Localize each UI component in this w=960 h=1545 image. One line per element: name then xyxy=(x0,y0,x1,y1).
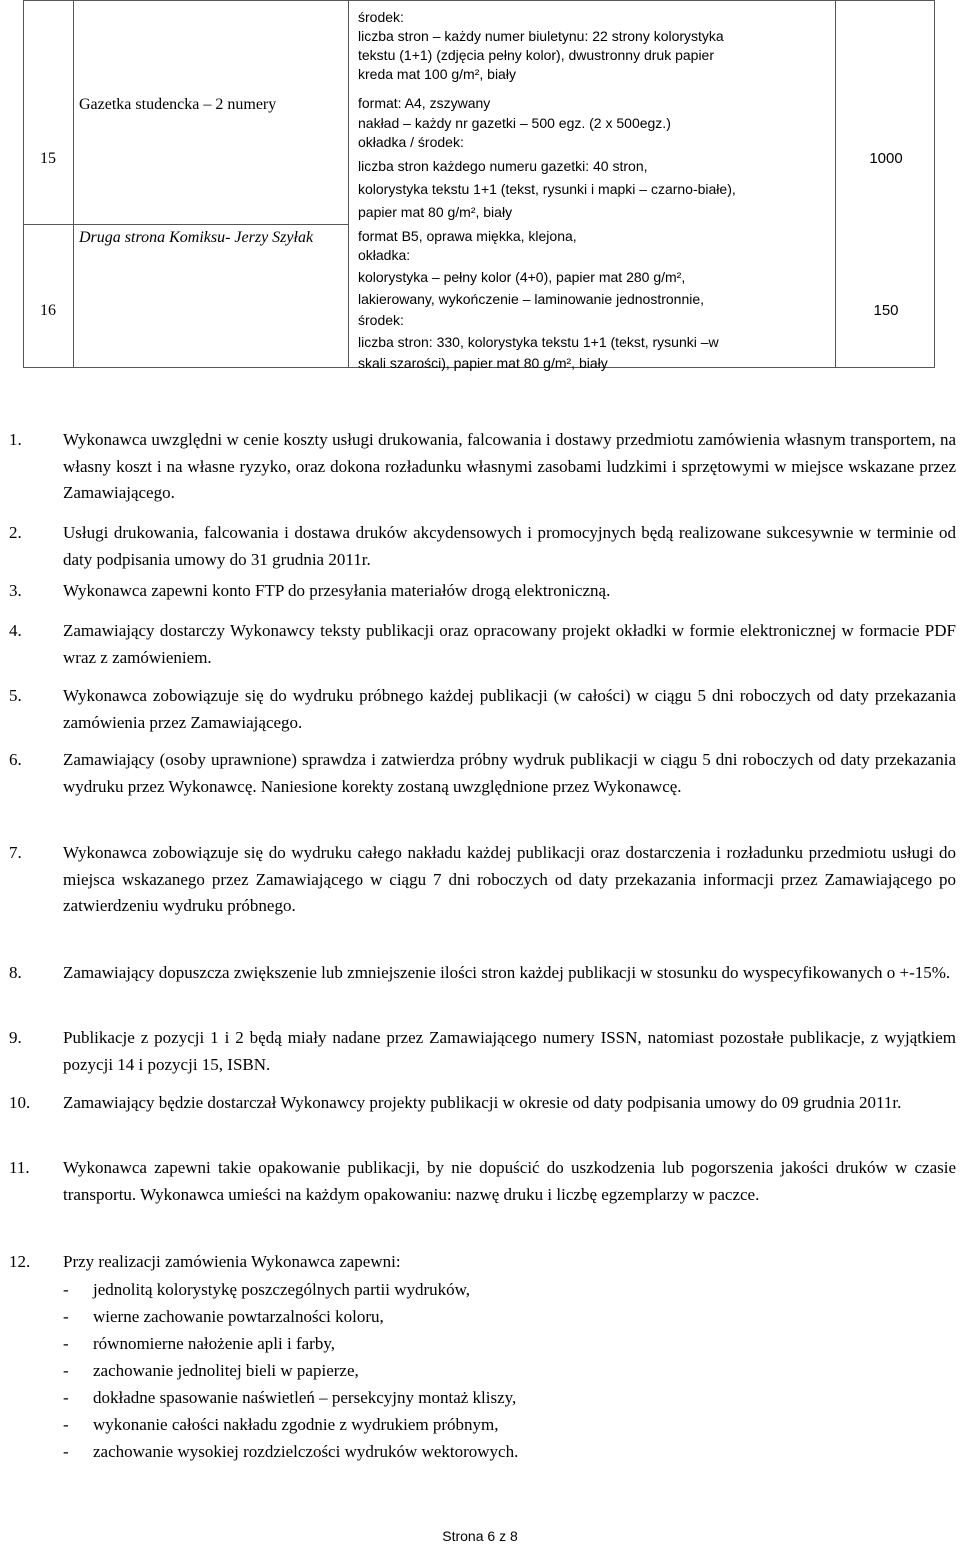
description-line: liczba stron: 330, kolorystyka tekstu 1+1 (tekst, rysunki –w xyxy=(358,334,719,350)
item-text: Zamawiający dostarczy Wykonawcy teksty publikacji oraz opracowany projekt okładki w formie elektronicznej w formacie PDF wraz z zamówieniem. xyxy=(63,621,956,667)
item-text: Wykonawca zapewni konto FTP do przesyłania materiałów drogą elektroniczną. xyxy=(63,581,611,600)
item-number: 3. xyxy=(9,581,22,600)
item-text: Przy realizacji zamówienia Wykonawca zapewni: xyxy=(63,1252,401,1271)
description-line: środek: xyxy=(358,312,404,328)
item-number: 6. xyxy=(9,750,22,769)
item-number: 4. xyxy=(9,621,22,640)
bullet-marker: - xyxy=(63,1442,69,1461)
bullet-text: jednolitą kolorystykę poszczególnych partii wydruków, xyxy=(93,1280,471,1299)
item-number: 9. xyxy=(9,1028,22,1047)
description-line: skali szarości), papier mat 80 g/m², biały xyxy=(358,355,608,371)
page-footer: Strona 6 z 8 xyxy=(442,1528,518,1544)
item-text: Wykonawca zapewni takie opakowanie publikacji, by nie dopuścić do uszkodzenia lub pogorszenia jakości druków w czasie transportu. Wykonawca umieści na każdym opakowaniu: nazwę druku i liczbę egzemplarzy w paczce. xyxy=(63,1158,956,1204)
description-line: format: A4, zszywany xyxy=(358,95,491,111)
row-number: 15 xyxy=(40,150,56,167)
description-line: tekstu (1+1) (zdjęcia pełny kolor), dwustronny druk papier xyxy=(358,47,715,63)
specification-table xyxy=(23,0,935,371)
description-line: liczba stron – każdy numer biuletynu: 22 strony kolorystyka xyxy=(358,28,724,44)
item-text: Wykonawca uwzględni w cenie koszty usługi drukowania, falcowania i dostawy przedmiotu zamówienia własnym transportem, na własny koszt i na własne ryzyko, oraz dokona rozładunku własnymi zasobami ludzkimi i sprzętowymi w miejsce wskazane przez Zamawiającego. xyxy=(63,430,956,502)
description-line: liczba stron każdego numeru gazetki: 40 stron, xyxy=(358,158,648,174)
item-text: Wykonawca zobowiązuje się do wydruku całego nakładu każdej publikacji oraz dostarczenia i rozładunku przedmiotu usługi do miejsca wskazanego przez Zamawiającego w ciągu 7 dni roboczych od daty przekazania informacji przez Zamawiającego po zatwierdzeniu wydruku próbnego. xyxy=(63,843,956,915)
description-line: okładka / środek: xyxy=(358,134,464,150)
column-divider xyxy=(73,0,74,368)
bullet-text: zachowanie wysokiej rozdzielczości wydruków wektorowych. xyxy=(93,1442,519,1461)
description-line: kolorystyka – pełny kolor (4+0), papier mat 280 g/m², xyxy=(358,269,686,285)
item-text: Publikacje z pozycji 1 i 2 będą miały nadane przez Zamawiającego numery ISSN, natomiast pozostałe publikacje, z wyjątkiem pozycji 14 i pozycji 15, ISBN. xyxy=(63,1028,956,1074)
bullet-text: zachowanie jednolitej bieli w papierze, xyxy=(93,1361,359,1380)
description-line: papier mat 80 g/m², biały xyxy=(358,204,513,220)
table-border-top xyxy=(23,0,935,1)
description-line: okładka: xyxy=(358,247,411,263)
bullet-marker: - xyxy=(63,1415,69,1434)
item-number: 2. xyxy=(9,523,22,542)
description-line: nakład – każdy nr gazetki – 500 egz. (2 x 500egz.) xyxy=(358,115,671,131)
item-text: Zamawiający (osoby uprawnione) sprawdza i zatwierdza próbny wydruk publikacji w ciągu 5 dni roboczych od daty przekazania wydruku przez Wykonawcę. Naniesione korekty zostaną uwzględnione przez Wykonawcę. xyxy=(63,750,956,796)
bullet-marker: - xyxy=(63,1280,69,1299)
item-number: 5. xyxy=(9,686,22,705)
row-divider xyxy=(23,224,348,225)
bullet-marker: - xyxy=(63,1307,69,1326)
column-divider xyxy=(348,0,349,368)
item-text: Zamawiający dopuszcza zwiększenie lub zmniejszenie ilości stron każdej publikacji w stosunku do wyspecyfikowanych o +-15%. xyxy=(63,963,951,982)
bullet-text: wykonanie całości nakładu zgodnie z wydrukiem próbnym, xyxy=(93,1415,499,1434)
table-border-right xyxy=(934,0,935,368)
item-number: 8. xyxy=(9,963,22,982)
item-number: 1. xyxy=(9,430,22,449)
item-number: 12. xyxy=(9,1252,31,1271)
column-divider xyxy=(835,0,836,368)
bullet-text: wierne zachowanie powtarzalności koloru, xyxy=(93,1307,384,1326)
quantity: 1000 xyxy=(869,150,903,167)
item-text: Usługi drukowania, falcowania i dostawa druków akcydensowych i promocyjnych będą realizowane sukcesywnie w terminie od daty podpisania umowy do 31 grudnia 2011r. xyxy=(63,523,956,569)
description-line: format B5, oprawa miękka, klejona, xyxy=(358,228,577,244)
bullet-text: dokładne spasowanie naświetleń – persekcyjny montaż kliszy, xyxy=(93,1388,517,1407)
item-text: Wykonawca zobowiązuje się do wydruku próbnego każdej publikacji (w całości) w ciągu 5 dni roboczych od daty przekazania zamówienia przez Zamawiającego. xyxy=(63,686,956,732)
quantity: 150 xyxy=(873,302,899,319)
description-line: kolorystyka tekstu 1+1 (tekst, rysunki i mapki – czarno-białe), xyxy=(358,181,736,197)
item-number: 11. xyxy=(9,1158,30,1177)
item-number: 10. xyxy=(9,1093,31,1112)
description-line: kreda mat 100 g/m², biały xyxy=(358,66,516,82)
publication-name: Druga strona Komiksu- Jerzy Szyłak xyxy=(79,229,314,246)
description-line: środek: xyxy=(358,9,404,25)
item-text: Zamawiający będzie dostarczał Wykonawcy projekty publikacji w okresie od daty podpisania umowy do 09 grudnia 2011r. xyxy=(63,1093,902,1112)
publication-name: Gazetka studencka – 2 numery xyxy=(79,96,277,113)
bullet-marker: - xyxy=(63,1334,69,1353)
bullet-text: równomierne nałożenie apli i farby, xyxy=(93,1334,335,1353)
row-number: 16 xyxy=(40,302,56,319)
description-line: lakierowany, wykończenie – laminowanie jednostronnie, xyxy=(358,291,705,307)
item-number: 7. xyxy=(9,843,22,862)
bullet-marker: - xyxy=(63,1361,69,1380)
bullet-marker: - xyxy=(63,1388,69,1407)
